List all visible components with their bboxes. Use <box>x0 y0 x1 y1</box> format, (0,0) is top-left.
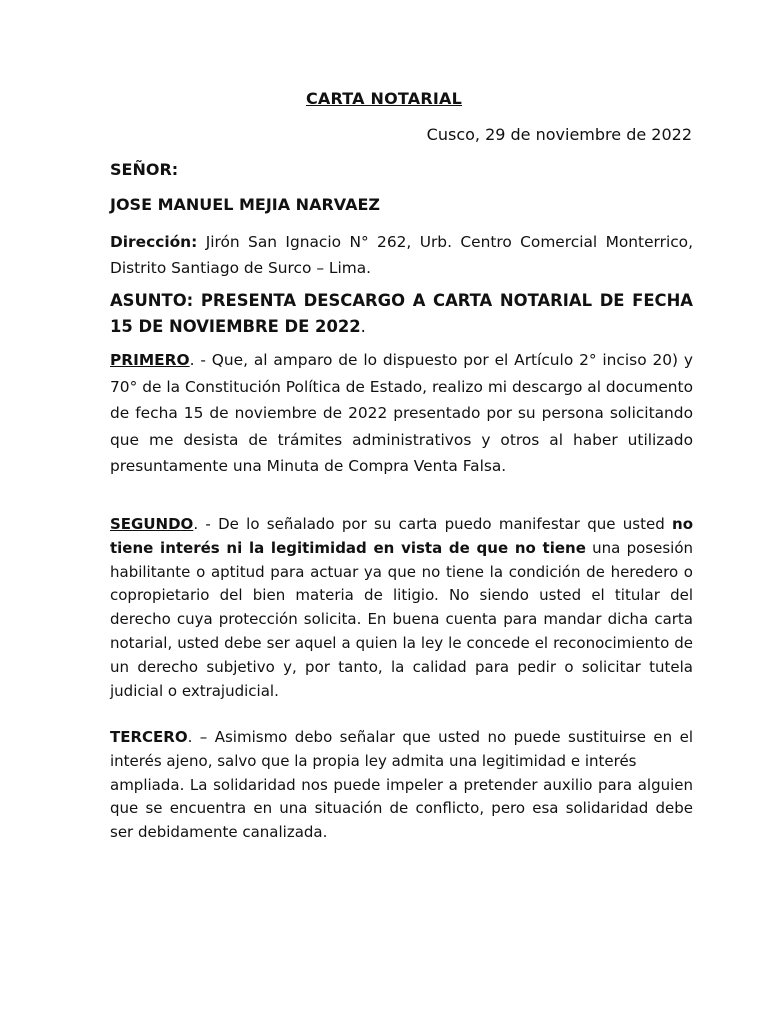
segundo-text-a: . - De lo señalado por su carta puedo manifestar que usted <box>193 515 673 533</box>
address-paragraph <box>110 229 693 281</box>
paragraph-segundo <box>110 513 693 703</box>
segundo-text-b: una posesión habilitante o aptitud para actuar ya que no tiene la condición de heredero o copropietario del bien materia de litigio. No siendo usted el titular del derecho cuya protección solicita. En buena cuenta para mandar dicha carta notarial, usted debe ser aquel a quien la ley le concede el reconocimiento de un derecho subjetivo y, por tanto, la calidad para pedir o solicitar tutela judicial o extrajudicial. <box>110 538 693 700</box>
subject-text: ASUNTO: PRESENTA DESCARGO A CARTA NOTARIAL DE FECHA 15 DE NOVIEMBRE DE 2022 <box>110 291 693 336</box>
paragraph-primero <box>110 347 693 480</box>
segundo-bold-text: no tiene interés ni la legitimidad en vista de que no tiene <box>110 515 693 557</box>
recipient-name: JOSE MANUEL MEJIA NARVAEZ <box>110 195 380 214</box>
subject-end: . <box>360 317 366 336</box>
date-line: Cusco, 29 de noviembre de 2022 <box>426 125 692 144</box>
tercero-text-a: . – Asimismo debo señalar que usted no puede sustituirse en el interés ajeno, salvo que la propia ley admita una legitimidad e interés <box>110 728 693 770</box>
tercero-text-b: ampliada. La solidaridad nos puede impeler a pretender auxilio para alguien que se encuentra en una situación de conflicto, pero esa solidaridad debe ser debidamente canalizada. <box>110 775 693 842</box>
address-text: Jirón San Ignacio N° 262, Urb. Centro Comercial Monterrico, Distrito Santiago de Surco – Lima. <box>110 233 693 277</box>
primero-text: . - Que, al amparo de lo dispuesto por el Artículo 2° inciso 20) y 70° de la Constitución Política de Estado, realizo mi descargo al documento de fecha 15 de noviembre de 2022 presentado por su persona solicitando que me desista de trámites administrativos y otros al haber utilizado presuntamente una Minuta de Compra Venta Falsa. <box>110 351 693 476</box>
document-title: CARTA NOTARIAL <box>305 89 463 108</box>
tercero-heading: TERCERO <box>110 728 188 746</box>
address-label: Dirección: <box>110 233 198 251</box>
salutation: SEÑOR: <box>110 160 179 179</box>
segundo-heading: SEGUNDO <box>110 515 194 533</box>
paragraph-tercero <box>110 726 693 845</box>
primero-heading: PRIMERO <box>110 351 190 369</box>
subject-paragraph <box>110 288 693 340</box>
